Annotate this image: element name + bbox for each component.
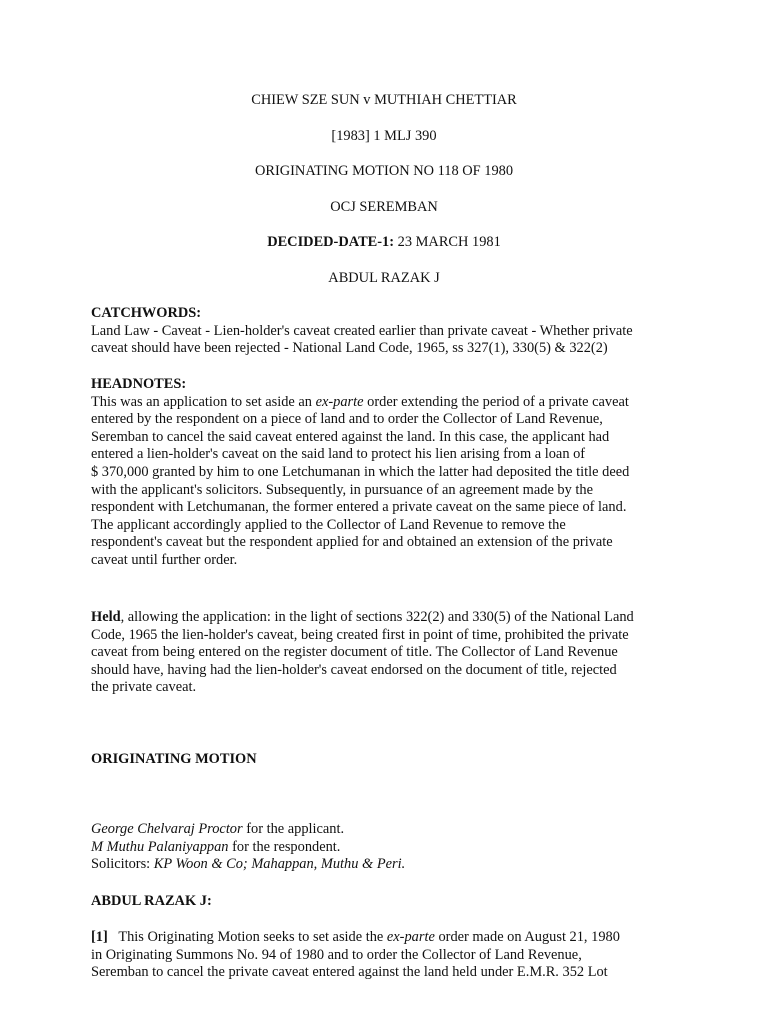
decided-date-label: DECIDED-DATE-1: (267, 234, 395, 250)
headnotes-line: The applicant accordingly applied to the Collector of Land Revenue to remove the (91, 516, 566, 533)
headnotes-line: $ 370,000 granted by him to one Letchumanan in which the latter had deposited the title deed (91, 463, 630, 480)
judgment-line: [1] This Originating Motion seeks to set aside the ex-parte order made on August 21, 1980 (91, 929, 620, 945)
counsel-section (91, 821, 681, 874)
headnotes-line: respondent with Letchumanan, the former entered a private caveat on the same piece of land. (91, 499, 627, 516)
catchwords-line: caveat should have been rejected - National Land Code, 1965, ss 327(1), 330(5) & 322(2) (91, 340, 608, 357)
judgment-line: Seremban to cancel the private caveat entered against the land held under E.M.R. 352 Lot (91, 964, 608, 981)
headnotes-line: caveat until further order. (91, 551, 238, 568)
held-line: should have, having had the lien-holder's caveat endorsed on the document of title, rejected (91, 661, 617, 678)
ex-parte-term: ex-parte (386, 929, 435, 945)
held-line: the private caveat. (91, 679, 197, 696)
counsel-applicant: George Chelvaraj Proctor for the applicant. (91, 821, 345, 837)
paragraph-number: [1] (91, 929, 108, 945)
judgment-heading: ABDUL RAZAK J: (91, 893, 212, 909)
headnotes-line: entered a lien-holder's caveat on the said land to protect his lien arising from a loan of (91, 446, 586, 463)
originating-motion-heading: ORIGINATING MOTION (91, 751, 257, 767)
headnotes-line: Seremban to cancel the said caveat entered against the land. In this case, the applicant had (91, 428, 610, 445)
headnotes-line: respondent's caveat but the respondent applied for and obtained an extension of the private (91, 534, 613, 551)
judgment-line: in Originating Summons No. 94 of 1980 and to order the Collector of Land Revenue, (91, 946, 582, 963)
solicitors-line: Solicitors: KP Woon & Co; Mahappan, Muthu & Peri. (91, 856, 406, 873)
judgment-paragraph (91, 929, 681, 982)
headnotes-line: This was an application to set aside an ex-parte order extending the period of a private caveat (91, 393, 629, 410)
headnotes-section (91, 376, 681, 570)
judge-name: ABDUL RAZAK J (328, 270, 440, 286)
decided-date-value: 23 MARCH 1981 (394, 234, 501, 250)
held-label: Held (91, 609, 121, 625)
counsel-respondent: M Muthu Palaniyappan for the respondent. (91, 838, 341, 855)
court: OCJ SEREMBAN (330, 199, 438, 215)
held-section (91, 609, 681, 697)
case-number: ORIGINATING MOTION NO 118 OF 1980 (254, 163, 514, 179)
case-title: CHIEW SZE SUN v MUTHIAH CHETTIAR (251, 92, 517, 108)
catchwords-line: Land Law - Caveat - Lien-holder's caveat created earlier than private caveat - Whether private (91, 322, 633, 339)
catchwords-section (91, 305, 681, 358)
held-line: Code, 1965 the lien-holder's caveat, being created first in point of time, prohibited the private (91, 626, 629, 643)
headnotes-heading: HEADNOTES: (91, 376, 187, 392)
catchwords-heading: CATCHWORDS: (91, 305, 202, 321)
ex-parte-term: ex-parte (315, 393, 364, 410)
held-line: Held, allowing the application: in the light of sections 322(2) and 330(5) of the National Land (91, 609, 634, 625)
held-line: caveat from being entered on the register document of title. The Collector of Land Revenue (91, 644, 618, 661)
headnotes-line: entered by the respondent on a piece of land and to order the Collector of Land Revenue, (91, 411, 603, 428)
headnotes-line: with the applicant's solicitors. Subsequently, in pursuance of an agreement made by the (91, 481, 593, 498)
citation: [1983] 1 MLJ 390 (331, 128, 437, 144)
decided-date (0, 234, 768, 252)
